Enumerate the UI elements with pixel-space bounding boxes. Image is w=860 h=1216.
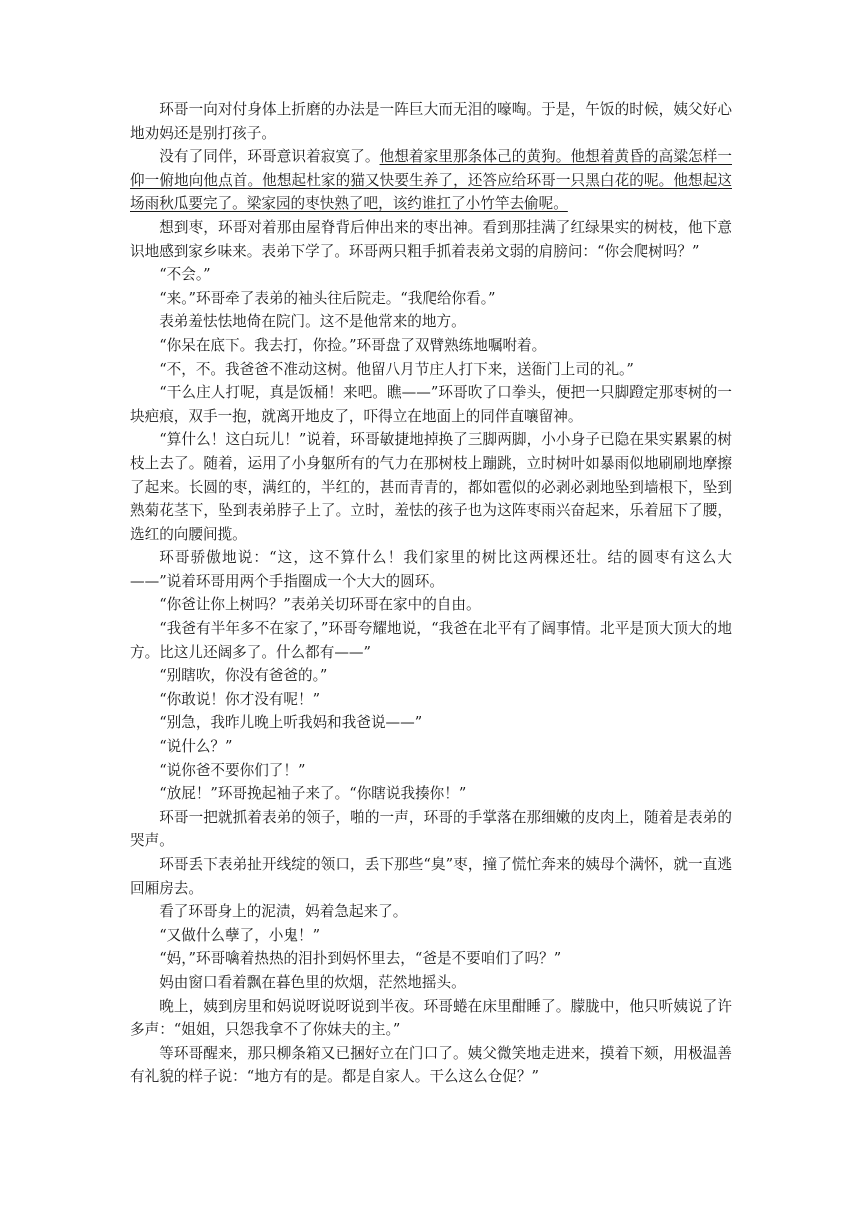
paragraph	[130, 806, 732, 853]
paragraph	[130, 428, 732, 546]
paragraph	[130, 664, 732, 688]
text-segment: 环哥一把就抓着表弟的领子，啪的一声，环哥的手掌落在那细嫩的皮肉上，随着是表弟的哭声。	[130, 808, 732, 850]
paragraph	[130, 287, 732, 311]
text-segment: “妈，”环哥噙着热热的泪扑到妈怀里去，“爸是不要咱们了吗？”	[159, 950, 562, 968]
paragraph	[130, 995, 732, 1042]
text-segment: “来。”环哥牵了表弟的袖头往后院走。“我爬给你看。”	[159, 289, 496, 307]
text-segment: “放屁！”环哥挽起袖子来了。“你瞎说我揍你！”	[159, 785, 467, 803]
text-segment: 环哥丢下表弟扯开线绽的领口，丢下那些“臭”枣，撞了慌忙奔来的姨母个满怀，就一直逃回厢房去。	[130, 856, 732, 897]
text-segment: “干么庄人打呢，真是饭桶！来吧。瞧——”环哥吹了口拳头，便把一只脚蹬定那枣树的一块疤痕，双手一抱，就离开地皮了，吓得立在地面上的同伴直嚷留神。	[130, 384, 732, 425]
paragraph	[130, 924, 732, 948]
paragraph	[130, 546, 732, 593]
text-segment: “你呆在底下。我去打，你捡。”环哥盘了双臂熟练地嘱咐着。	[159, 336, 547, 354]
text-segment: 表弟羞怯怯地倚在院门。这不是他常来的地方。	[159, 313, 466, 331]
paragraph	[130, 711, 732, 735]
paragraph	[130, 735, 732, 759]
underlined-passage: 他想着家里那条体己的黄狗。他想着黄昏的高粱怎样一仰一俯地向他点首。他想起杜家的猫又快要生养了，还答应给环哥一只黑白花的呢。他想起这场雨秋瓜要完了。梁家园的枣快熟了吧，该约谁扛了小竹竿去偷呢。	[130, 148, 732, 213]
text-segment: “算什么！这白玩儿！”说着，环哥敏捷地掉换了三脚两脚，小小身子已隐在果实累累的树枝上去了。随着，运用了小身躯所有的气力在那树枝上蹦跳，立时树叶如暴雨似地刷刷地摩擦了起来。长圆的枣，满红的，半红的，甚而青青的，都如雹似的必剥必剥地坠到墙根下，坠到熟菊花茎下，坠到表弟脖子上了。立时，羞怯的孩子也为这阵枣雨兴奋起来，乐着屈下了腰，选红的向腰间揽。	[130, 431, 732, 543]
text-segment: 环哥骄傲地说：“这，这不算什么！我们家里的树比这两棵还壮。结的圆枣有这么大——”说着环哥用两个手指圈成一个大大的圆环。	[130, 549, 732, 590]
text-segment: “不会。”	[159, 266, 211, 284]
text-segment: 想到枣，环哥对着那由屋脊背后伸出来的枣出神。看到那挂满了红绿果实的树枝，他下意识地感到家乡味来。表弟下学了。环哥两只粗手抓着表弟文弱的肩膀问：“你会爬树吗？”	[130, 218, 732, 260]
text-segment: 晚上，姨到房里和妈说呀说呀说到半夜。环哥蜷在床里酣睡了。朦胧中，他只听姨说了许多声：“姐姐，只怨我拿不了你妹夫的主。”	[130, 997, 732, 1039]
text-segment: “不，不。我爸爸不准动这树。他留八月节庄人打下来，送衙门上司的礼。”	[159, 360, 634, 378]
text-segment: “我爸有半年多不在家了，”环哥夸耀地说，“我爸在北平有了阔事情。北平是顶大顶大的地方。比这儿还阔多了。什么都有——”	[130, 620, 732, 661]
paragraph	[130, 381, 732, 428]
paragraph	[130, 334, 732, 358]
text-segment: 妈由窗口看着飘在暮色里的炊烟，茫然地摇头。	[159, 973, 466, 991]
paragraph	[130, 900, 732, 924]
text-segment: “别急，我昨儿晚上听我妈和我爸说——”	[159, 714, 423, 732]
paragraph	[130, 688, 732, 712]
paragraph	[130, 310, 732, 334]
paragraph	[130, 1042, 732, 1089]
paragraph	[130, 263, 732, 287]
text-segment: 没有了同伴，环哥意识着寂寞了。	[159, 148, 380, 166]
body-text	[130, 98, 732, 1089]
paragraph	[130, 947, 732, 971]
paragraph	[130, 593, 732, 617]
text-segment: “别瞎吹，你没有爸爸的。”	[159, 667, 328, 685]
text-segment: 看了环哥身上的泥渍，妈着急起来了。	[159, 903, 408, 921]
text-segment: “你爸让你上树吗？”表弟关切环哥在家中的自由。	[159, 596, 481, 614]
paragraph	[130, 358, 732, 382]
text-segment: “说你爸不要你们了！”	[159, 761, 306, 779]
paragraph	[130, 145, 732, 216]
text-segment: 等环哥醒来，那只柳条箱又已捆好立在门口了。姨父微笑地走进来，摸着下颏，用极温善有礼貌的样子说：“地方有的是。都是自家人。干么这么仓促？”	[130, 1044, 732, 1086]
paragraph	[130, 853, 732, 900]
paragraph	[130, 617, 732, 664]
paragraph	[130, 98, 732, 145]
paragraph	[130, 782, 732, 806]
paragraph	[130, 971, 732, 995]
text-segment: “又做什么孽了，小鬼！”	[159, 926, 321, 944]
paragraph	[130, 759, 732, 783]
text-segment: “说什么？”	[159, 738, 233, 756]
paragraph	[130, 216, 732, 263]
text-segment: 环哥一向对付身体上折磨的办法是一阵巨大而无泪的嚎啕。于是，午饭的时候，姨父好心地劝妈还是别打孩子。	[130, 101, 732, 142]
text-segment: “你敢说！你才没有呢！”	[159, 690, 321, 708]
